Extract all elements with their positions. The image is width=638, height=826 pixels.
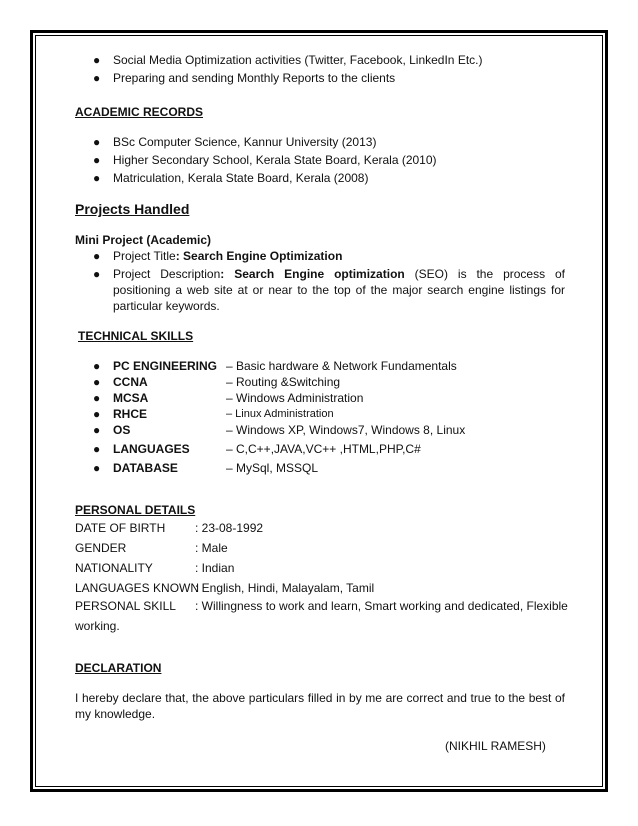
list-item — [75, 70, 565, 86]
skill-name: RHCE — [113, 407, 148, 421]
skill-name: CCNA — [113, 375, 148, 389]
personal-value: : 23-08-1992 — [195, 521, 264, 535]
bullet-icon: ● — [93, 135, 101, 149]
project-title-value: Search Engine Optimization — [183, 249, 343, 263]
skill-name: MCSA — [113, 391, 149, 405]
bullet-icon: ● — [93, 461, 101, 475]
signature-row — [75, 738, 565, 758]
personal-skill-value: : Willingness to work and learn, Smart working and dedicated, Flexible — [195, 599, 568, 613]
skill-row — [75, 390, 565, 406]
technical-skills-heading: TECHNICAL SKILLS — [78, 329, 194, 343]
personal-label: DATE OF BIRTH — [75, 521, 166, 535]
list-item — [75, 52, 565, 68]
personal-label: GENDER — [75, 541, 127, 555]
signature-name: (NIKHIL RAMESH) — [445, 739, 546, 753]
personal-skill-label: PERSONAL SKILL — [75, 599, 176, 613]
declaration-text: I hereby declare that, the above particulars filled in by me are correct and true to the best of my knowledge. — [75, 691, 565, 721]
skill-desc: – Windows Administration — [226, 391, 364, 405]
skill-row — [75, 374, 565, 390]
personal-row — [75, 518, 565, 538]
list-item: ● Project Description: Search Engine optimization (SEO) is the process of positioning a web site at or near to the top of the major search engine listings for particular keywords. — [93, 267, 566, 313]
skill-name: OS — [113, 423, 131, 437]
academic-records-heading: ACADEMIC RECORDS — [75, 105, 204, 119]
list-item: ● Project Title: Search Engine Optimization — [93, 249, 343, 263]
bullet-icon: ● — [93, 423, 101, 437]
bullet-icon: ● — [93, 359, 101, 373]
academic-list — [75, 134, 565, 186]
skill-row — [75, 358, 565, 374]
personal-row — [75, 598, 568, 614]
personal-value: : Male — [195, 541, 228, 555]
resume-content — [75, 52, 568, 758]
personal-label: NATIONALITY — [75, 561, 153, 575]
bullet-icon: ● — [93, 249, 101, 263]
declaration-heading: DECLARATION — [75, 661, 162, 675]
list-item-text: BSc Computer Science, Kannur University (2013) — [113, 135, 377, 149]
skill-name: LANGUAGES — [113, 442, 190, 456]
skill-desc: – MySql, MSSQL — [226, 461, 319, 475]
personal-value: : Indian — [195, 561, 235, 575]
list-item-text: Matriculation, Kerala State Board, Kerala (2008) — [113, 171, 369, 185]
bullet-icon: ● — [93, 53, 101, 67]
skill-name: PC ENGINEERING — [113, 359, 218, 373]
mini-project-subheading: Mini Project (Academic) — [75, 233, 212, 247]
skill-desc: – Basic hardware & Network Fundamentals — [226, 359, 457, 373]
skill-desc: – Routing &Switching — [226, 375, 341, 389]
list-item — [75, 170, 565, 186]
personal-row — [75, 578, 565, 598]
list-item-text: Social Media Optimization activities (Twitter, Facebook, LinkedIn Etc.) — [113, 53, 483, 67]
skill-name: DATABASE — [113, 461, 178, 475]
personal-details-heading: PERSONAL DETAILS — [75, 503, 196, 517]
list-item-text: Higher Secondary School, Kerala State Board, Kerala (2010) — [113, 153, 437, 167]
bullet-icon: ● — [93, 391, 101, 405]
skill-row — [75, 441, 565, 457]
skill-desc: – Linux Administration — [226, 408, 334, 420]
skill-row — [75, 460, 565, 476]
personal-row — [75, 538, 565, 558]
project-desc-text: (SEO) is the process of positioning a web site at or near to the top of the major search engine listings for particular keywords. — [113, 267, 566, 313]
list-item — [75, 134, 565, 150]
bullet-icon: ● — [93, 375, 101, 389]
projects-heading: Projects Handled — [75, 201, 190, 217]
list-item — [75, 152, 565, 168]
skill-row — [75, 422, 565, 438]
bullet-icon: ● — [93, 442, 101, 456]
bullet-icon: ● — [93, 267, 101, 281]
personal-details — [75, 518, 568, 634]
list-item-text: Preparing and sending Monthly Reports to the clients — [113, 71, 396, 85]
personal-row — [75, 558, 565, 578]
skill-row — [75, 406, 565, 422]
project-desc-bold: Search Engine optimization — [234, 267, 405, 281]
skills-list — [75, 358, 565, 476]
project-title-label: Project Title — [113, 249, 176, 263]
personal-label: LANGUAGES KNOWN — [75, 581, 200, 595]
personal-value: : English, Hindi, Malayalam, Tamil — [195, 581, 375, 595]
skill-desc: – Windows XP, Windows7, Windows 8, Linux — [226, 423, 466, 437]
personal-skill-continuation: working. — [75, 619, 120, 633]
bullet-icon: ● — [93, 171, 101, 185]
responsibility-list — [75, 52, 565, 86]
bullet-icon: ● — [93, 153, 101, 167]
bullet-icon: ● — [93, 71, 101, 85]
skill-desc: – C,C++,JAVA,VC++ ,HTML,PHP,C# — [226, 442, 421, 456]
project-list — [75, 248, 565, 314]
project-desc-label: Project Description — [113, 267, 221, 281]
bullet-icon: ● — [93, 407, 101, 421]
